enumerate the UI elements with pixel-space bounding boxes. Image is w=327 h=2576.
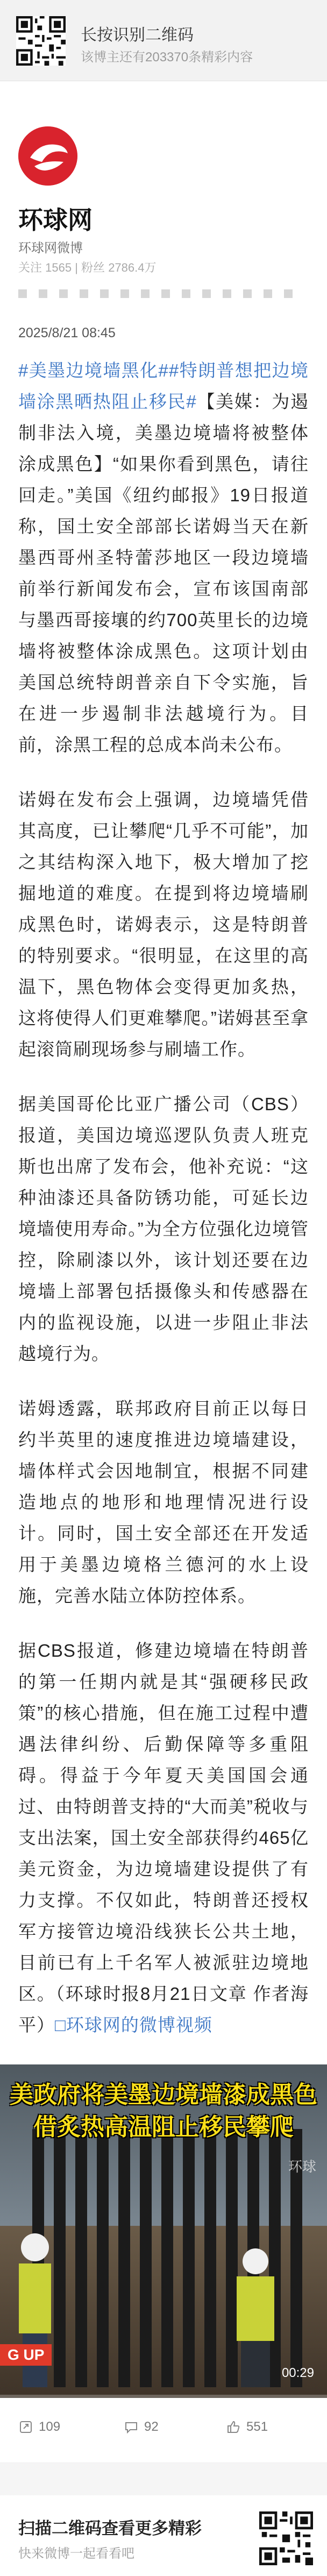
fans-label: 粉丝 bbox=[81, 261, 105, 274]
stats-separator: | bbox=[75, 261, 82, 274]
post-actions bbox=[0, 2398, 327, 2463]
post-date: 2025/8/21 08:45 bbox=[18, 325, 116, 340]
comment-icon bbox=[124, 2419, 139, 2435]
divider-dot bbox=[243, 289, 252, 298]
video-duration: 00:29 bbox=[281, 2366, 314, 2380]
account-description: 环球网微博 bbox=[18, 241, 83, 256]
qr-code-icon bbox=[16, 16, 66, 66]
divider-dot bbox=[120, 289, 129, 298]
fans-count: 2786.4万 bbox=[108, 261, 157, 274]
following-count: 1565 bbox=[45, 261, 72, 274]
hashtag-link[interactable]: #特朗普想把边境墙涂黑晒热阻止移民# bbox=[18, 360, 309, 411]
account-stats bbox=[18, 259, 156, 275]
video-watermark: 环球 bbox=[288, 2159, 316, 2175]
divider-dot bbox=[182, 289, 190, 298]
dot-divider bbox=[18, 289, 304, 299]
repost-count: 109 bbox=[39, 2419, 61, 2434]
divider-dot bbox=[264, 289, 272, 298]
bottom-qr-cta[interactable] bbox=[0, 2495, 327, 2576]
globe-logo-icon bbox=[18, 126, 77, 186]
divider-dot bbox=[284, 289, 293, 298]
video-headline: 借炙热高温阻止移民攀爬 bbox=[33, 2114, 294, 2140]
video-headline: 美政府将美墨边境墙漆成黑色 bbox=[10, 2082, 317, 2108]
repost-icon bbox=[18, 2419, 33, 2435]
following-label: 关注 bbox=[18, 261, 42, 274]
paragraph-text: 【美媒：为遏制非法入境，美墨边境墙将被整体涂成黑色】“如果你看到黑色，请往回走。”美国《纽约邮报》19日报道称，国土安全部部长诺姆当天在新墨西哥州圣特蕾莎地区一段边境墙前举行新闻发布会，宣布该国南部与墨西哥接壤的约700英里长的边境墙将被整体涂成黑色。这项计划由美国总统特朗普亲自下令实施，旨在进一步遏制非法越境行为。目前，涂黑工程的总成本尚未公布。 bbox=[18, 392, 309, 755]
qr-code-icon bbox=[259, 2511, 313, 2565]
video-link[interactable]: □环球网的微博视频 bbox=[55, 2015, 212, 2035]
post-body bbox=[0, 325, 327, 2041]
like-button[interactable] bbox=[226, 2419, 268, 2435]
profile-header bbox=[0, 81, 327, 313]
cta-subtitle: 快来微博一起看看吧 bbox=[18, 2546, 134, 2561]
post-paragraph: 据美国哥伦比亚广播公司（CBS）报道，美国边境巡逻队负责人班克斯也出席了发布会，他补充说：“这种油漆还具备防锈功能，可延长边境墙使用寿命。”为全方位强化边境管控，除刷漆以外，该计划还要在边境墙上部署包括摄像头和传感器在内的监视设施，以进一步阻止非法越境行为。 bbox=[18, 1094, 309, 1364]
divider-dot bbox=[39, 289, 47, 298]
avatar[interactable] bbox=[18, 126, 77, 186]
banner-title: 长按识别二维码 bbox=[81, 26, 194, 44]
post-paragraph bbox=[18, 1635, 309, 2041]
divider-dot bbox=[80, 289, 88, 298]
divider-dot bbox=[141, 289, 150, 298]
worker-figure-icon bbox=[226, 2242, 285, 2387]
video-player[interactable] bbox=[0, 2064, 327, 2398]
thumbs-up-icon bbox=[226, 2419, 241, 2435]
divider-dot bbox=[100, 289, 109, 298]
paragraph-text: 据CBS报道，修建边境墙在特朗普的第一任期内就是其“强硬移民政策”的核心措施，但在施工过程中遭遇法律纠纷、后勤保障等多重阻碍。得益于今年夏天美国国会通过、由特朗普支持的“大而美”税收与支出法案，国土安全部获得约465亿美元资金，为边境墙建设提供了有力支撑。不仅如此，特朗普还授权军方接管边境沿线狭长公共土地，目前已有上千名军人被派驻边境地区。（环球时报8月21日文章 作者海平） bbox=[18, 1641, 309, 2035]
comment-button[interactable] bbox=[124, 2419, 159, 2435]
cta-title: 扫描二维码查看更多精彩 bbox=[18, 2519, 202, 2538]
divider-dot bbox=[18, 289, 27, 298]
section-separator bbox=[0, 2463, 327, 2495]
banner-subtitle: 该博主还有203370条精彩内容 bbox=[81, 50, 253, 65]
post-paragraph: 诺姆在发布会上强调，边境墙凭借其高度，已让攀爬“几乎不可能”，加之其结构深入地下，极大增加了挖掘地道的难度。在提到将边境墙刷成黑色时，诺姆表示，这是特朗普的特别要求。“很明显，在这里的高温下，黑色物体会变得更加炙热，这将使得人们更难攀爬。”诺姆甚至拿起滚筒刷现场参与刷墙工作。 bbox=[18, 790, 309, 1059]
divider-dot bbox=[161, 289, 170, 298]
divider-dot bbox=[223, 289, 231, 298]
video-tag: G UP bbox=[0, 2344, 52, 2366]
divider-dot bbox=[59, 289, 68, 298]
divider-dot bbox=[202, 289, 211, 298]
qr-banner[interactable] bbox=[0, 0, 327, 81]
hashtag-link[interactable]: #美墨边境墙黑化# bbox=[18, 360, 169, 380]
like-count: 551 bbox=[246, 2419, 268, 2434]
post-paragraph: 诺姆透露，联邦政府目前正以每日约半英里的速度推进边境墙建设，墙体样式会因地制宜，根据不同建造地点的地形和地理情况进行设计。同时，国土安全部还在开发适用于美墨边境格兰德河的水上设施，完善水陆立体防控体系。 bbox=[18, 1399, 309, 1606]
post-paragraph bbox=[18, 355, 309, 761]
repost-button[interactable] bbox=[18, 2419, 60, 2435]
comment-count: 92 bbox=[144, 2419, 159, 2434]
account-name[interactable]: 环球网 bbox=[18, 206, 93, 234]
